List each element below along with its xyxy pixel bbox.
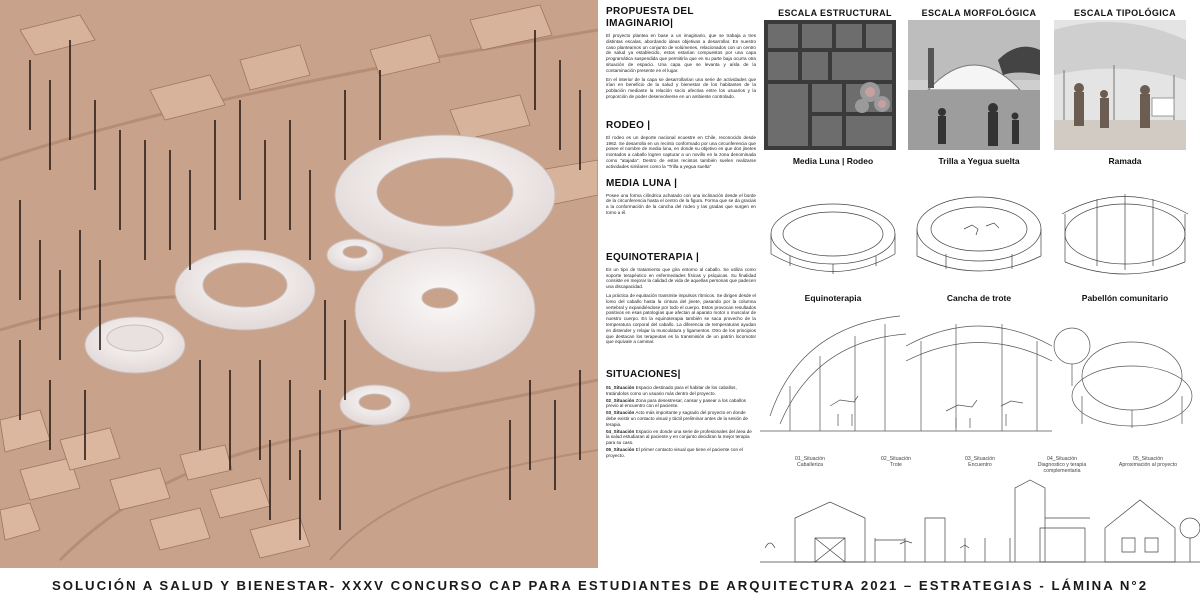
equinoterapia-paragraph-2: La práctica de equitación transmite impulsos rítmicos. Se dirigen desde el lomo del caballo hasta la cintura del jinete, pasando por la columna vertebral y expandiéndose por todo el cuerpo. Estos provocan resultados positivos en esas patologías que afectan al aparato motor o muscular de nuestro cuerpo. En la equinoterapia también se saca provecho de la temperatura corporal del caballo. La diferencia de temperaturas ayudan en distender y relajar la musculatura y ligamentos. Otro de los principios que destacan los terapeutas es la transmisión de un patrón locomotor que equivale a caminar. xyxy=(606,292,756,345)
propuesta-title xyxy=(606,6,756,30)
situacion-text: El primer contacto visual que tiene el paciente con el proyecto. xyxy=(606,447,743,458)
situacion-label-name: Diagnostico y terapia complementaria xyxy=(1037,462,1087,475)
situacion-label-name: Encuentro xyxy=(968,462,992,469)
situaciones-list xyxy=(606,385,756,459)
model-illustration xyxy=(0,0,598,568)
situacion-label-number: 05_Situación xyxy=(1133,456,1163,462)
rodeo-title: RODEO | xyxy=(606,119,651,131)
equinoterapia-title: EQUINOTERAPIA | xyxy=(606,251,700,263)
heading-escala-tipologica: ESCALA TIPOLÓGICA xyxy=(1074,8,1176,18)
media-luna-paragraph: Posee una forma cilíndrica achatado con una inclinación desde el borde de la circunferencia hasta el centro de la figura. Forma que se da gracias a la conformación de la cancha del rodeo y las gradas que surgen en torno a él. xyxy=(606,192,756,215)
propuesta-paragraph-1: El proyecto plantea en base a un imaginario, que se trabaja a tres distintas escalas, abordando ideas objetivas a desarrollar. En nuestro caso planteamos un conjunto de volúmenes, relacionados con un centro de salud ya establecido, estos estarían compuestos por una capa programática suspendida que permitiría que en su parte baja ocurra otra situación de espacio. Una capa que se levanta y aísla de la contaminación presente en el lugar. xyxy=(606,33,756,73)
situacion-text: Espacio en donde una serie de profesionales del área de la salud estudiaran al paciente y en conjunto decidiran la mejor terapia para su caso. xyxy=(606,428,752,446)
situacion-label-3 xyxy=(940,456,1020,468)
heading-escala-estructural: ESCALA ESTRUCTURAL xyxy=(778,8,892,18)
propuesta-title-line2: IMAGINARIO| xyxy=(606,18,674,29)
situacion-number: 01_Situación xyxy=(606,385,635,391)
caption-ramada: Ramada xyxy=(1108,156,1142,166)
list-item xyxy=(606,447,756,459)
situaciones-elevation-drawing xyxy=(760,478,1200,566)
situacion-label-number: 01_Situación xyxy=(795,456,825,462)
equinoterapia-paragraph-1: Es un tipo de tratamiento que gira entorno al caballo. Se utiliza como soporte terapéutico en enfermedades físicas y psíquicas. Su finalidad consiste en mejorar la calidad de vida de aquellas personas que padecen una discapacidad. xyxy=(606,266,756,290)
propuesta-title-line1: PROPUESTA DEL xyxy=(606,6,694,17)
list-item xyxy=(606,410,756,427)
footer-title: SOLUCIÓN A SALUD Y BIENESTAR- XXXV CONCURSO CAP PARA ESTUDIANTES DE ARQUITECTURA 2021 – ESTRATEGIAS - LÁMINA N°2 xyxy=(51,578,1149,593)
situacion-number: 05_Situación xyxy=(606,447,635,453)
caption-trilla-yegua-suelta: Trilla a Yegua suelta xyxy=(938,156,1020,166)
image-grid xyxy=(760,0,1200,568)
media-luna-sketch xyxy=(760,174,906,284)
caption-pabellon-comunitario: Pabellón comunitario xyxy=(1081,293,1169,303)
situacion-number: 04_Situación xyxy=(606,428,635,434)
propuesta-paragraph-2: En el interior de la capa se desarrollarían una serie de actividades que irían en beneficio de la salud y bienestar de los habitantes de la población mediante la relación socio afectiva entre los usuarios y la proporción de poder desenvolverse en un ambiente controlado. xyxy=(606,76,756,99)
situacion-text: Acto más importante y sagrado del proyecto en donde debe existir un contacto visual y táctil preliminar antes de la sesión de terapia. xyxy=(606,410,748,427)
media-luna-title: MEDIA LUNA | xyxy=(606,177,678,189)
list-item xyxy=(606,385,756,397)
situacion-label-name: Aproximación al proyecto xyxy=(1118,462,1178,469)
situacion-label-4 xyxy=(1022,456,1102,475)
situacion-label-number: 03_Situación xyxy=(965,456,995,462)
situacion-label-name: Trote xyxy=(890,462,902,469)
site-model-photo xyxy=(0,0,598,568)
caption-media-luna-rodeo: Media Luna | Rodeo xyxy=(792,156,874,166)
heading-escala-morfologica: ESCALA MORFOLÓGICA xyxy=(921,8,1037,18)
situacion-label-1 xyxy=(770,456,850,468)
situacion-label-number: 02_Situación xyxy=(881,456,911,462)
pabellon-comunitario-sketch xyxy=(1052,306,1198,436)
trilla-sketch xyxy=(906,174,1052,284)
situacion-text: Zona para desestresar, cansar y pasear a los caballos previo al encuentro con el paciente. xyxy=(606,397,746,409)
situacion-number: 03_Situación xyxy=(606,410,635,416)
situacion-label-name: Caballeriza xyxy=(797,462,823,469)
caption-equinoterapia: Equinoterapia xyxy=(804,293,862,303)
situacion-label-5 xyxy=(1108,456,1188,468)
list-item xyxy=(606,398,756,410)
situacion-text: Espacio destinado para el habitar de los caballos, tratándolos como un usuario más dentro del proyecto. xyxy=(606,385,737,396)
text-column xyxy=(606,6,756,566)
ramada-sketch xyxy=(1052,174,1198,284)
morphological-collage-image xyxy=(908,20,1040,150)
caption-cancha-de-trote: Cancha de trote xyxy=(946,293,1012,303)
structural-collage-image xyxy=(764,20,896,150)
typological-collage-image xyxy=(1054,20,1186,150)
cancha-de-trote-sketch xyxy=(906,306,1052,436)
situacion-number: 02_Situación xyxy=(606,397,635,403)
situaciones-title: SITUACIONES| xyxy=(606,369,681,381)
situacion-label-number: 04_Situación xyxy=(1047,456,1077,462)
list-item xyxy=(606,429,756,446)
rodeo-paragraph: El rodeo es un deporte nacional ecuestre en Chile, reconocido desde 1962. Se desarrolla en un recinto conformado por una circunferencia que posee el nombre de media luna, en donde su objetivo es que dos jinetes montados a caballo logren capturar a un novillo en la zona denominada como "atajada". Dentro de estos recintos también suelen realizarse actividades similares como la "Trilla a yegua suelta" xyxy=(606,134,756,169)
situacion-label-2 xyxy=(856,456,936,468)
equinoterapia-sketch xyxy=(760,306,906,436)
